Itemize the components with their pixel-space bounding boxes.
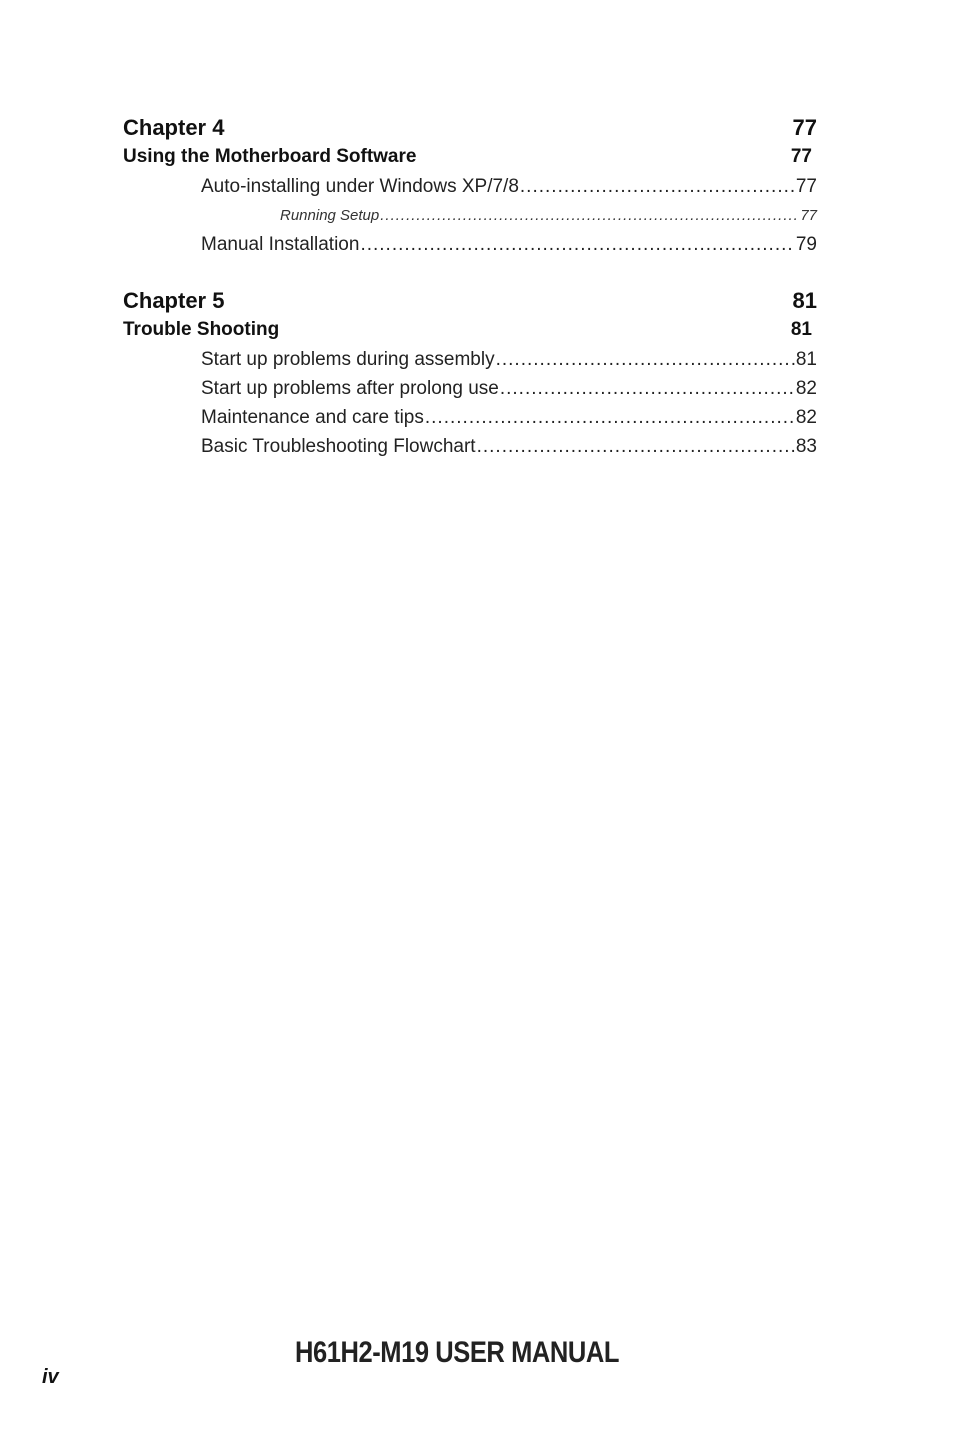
chapter-label: Chapter 4 (123, 115, 225, 140)
entry-label: Maintenance and care tips (201, 407, 424, 428)
entry-page: 77 (795, 176, 817, 197)
entry-label: Running Setup (280, 207, 380, 224)
entry-page: 82 (795, 378, 817, 399)
entry-label: Start up problems after prolong use (201, 378, 499, 399)
toc-entry[interactable] (123, 375, 817, 404)
dot-leader (425, 404, 795, 432)
entry-label: Basic Troubleshooting Flowchart (201, 436, 476, 457)
toc-entry[interactable] (123, 231, 817, 260)
entry-label: Start up problems during assembly (201, 349, 495, 370)
chapter-5-block (123, 286, 817, 462)
dot-leader (477, 433, 795, 461)
entry-page: 82 (795, 407, 817, 428)
table-of-contents (123, 113, 817, 488)
entry-label: Auto-installing under Windows XP/7/8 (201, 176, 519, 197)
toc-entry[interactable] (123, 346, 817, 375)
section-page: 77 (790, 146, 812, 167)
entry-page: 77 (800, 207, 817, 224)
section-title: Using the Motherboard Software (123, 146, 417, 167)
page-number: iv (42, 1366, 59, 1388)
toc-entry[interactable] (123, 404, 817, 433)
toc-entry[interactable] (123, 173, 817, 202)
dot-leader (380, 202, 799, 230)
chapter-page: 77 (792, 115, 817, 140)
section-heading[interactable] (123, 143, 817, 173)
dot-leader (520, 173, 795, 201)
entry-label: Manual Installation (201, 234, 360, 255)
entry-page: 79 (795, 234, 817, 255)
dot-leader (360, 231, 794, 259)
chapter-label: Chapter 5 (123, 288, 225, 313)
dot-leader (500, 375, 795, 403)
manual-title: H61H2-M19 USER MANUAL (294, 1336, 620, 1369)
toc-entry[interactable] (123, 433, 817, 462)
toc-subentry[interactable] (123, 202, 817, 231)
chapter-4-block (123, 113, 817, 260)
chapter-heading[interactable] (123, 113, 817, 143)
section-page: 81 (790, 319, 812, 340)
section-title: Trouble Shooting (123, 319, 280, 340)
section-heading[interactable] (123, 316, 817, 346)
entry-page: 81 (795, 349, 817, 370)
entry-page: 83 (795, 436, 817, 457)
chapter-heading[interactable] (123, 286, 817, 316)
dot-leader (496, 346, 795, 374)
chapter-page: 81 (792, 288, 817, 313)
